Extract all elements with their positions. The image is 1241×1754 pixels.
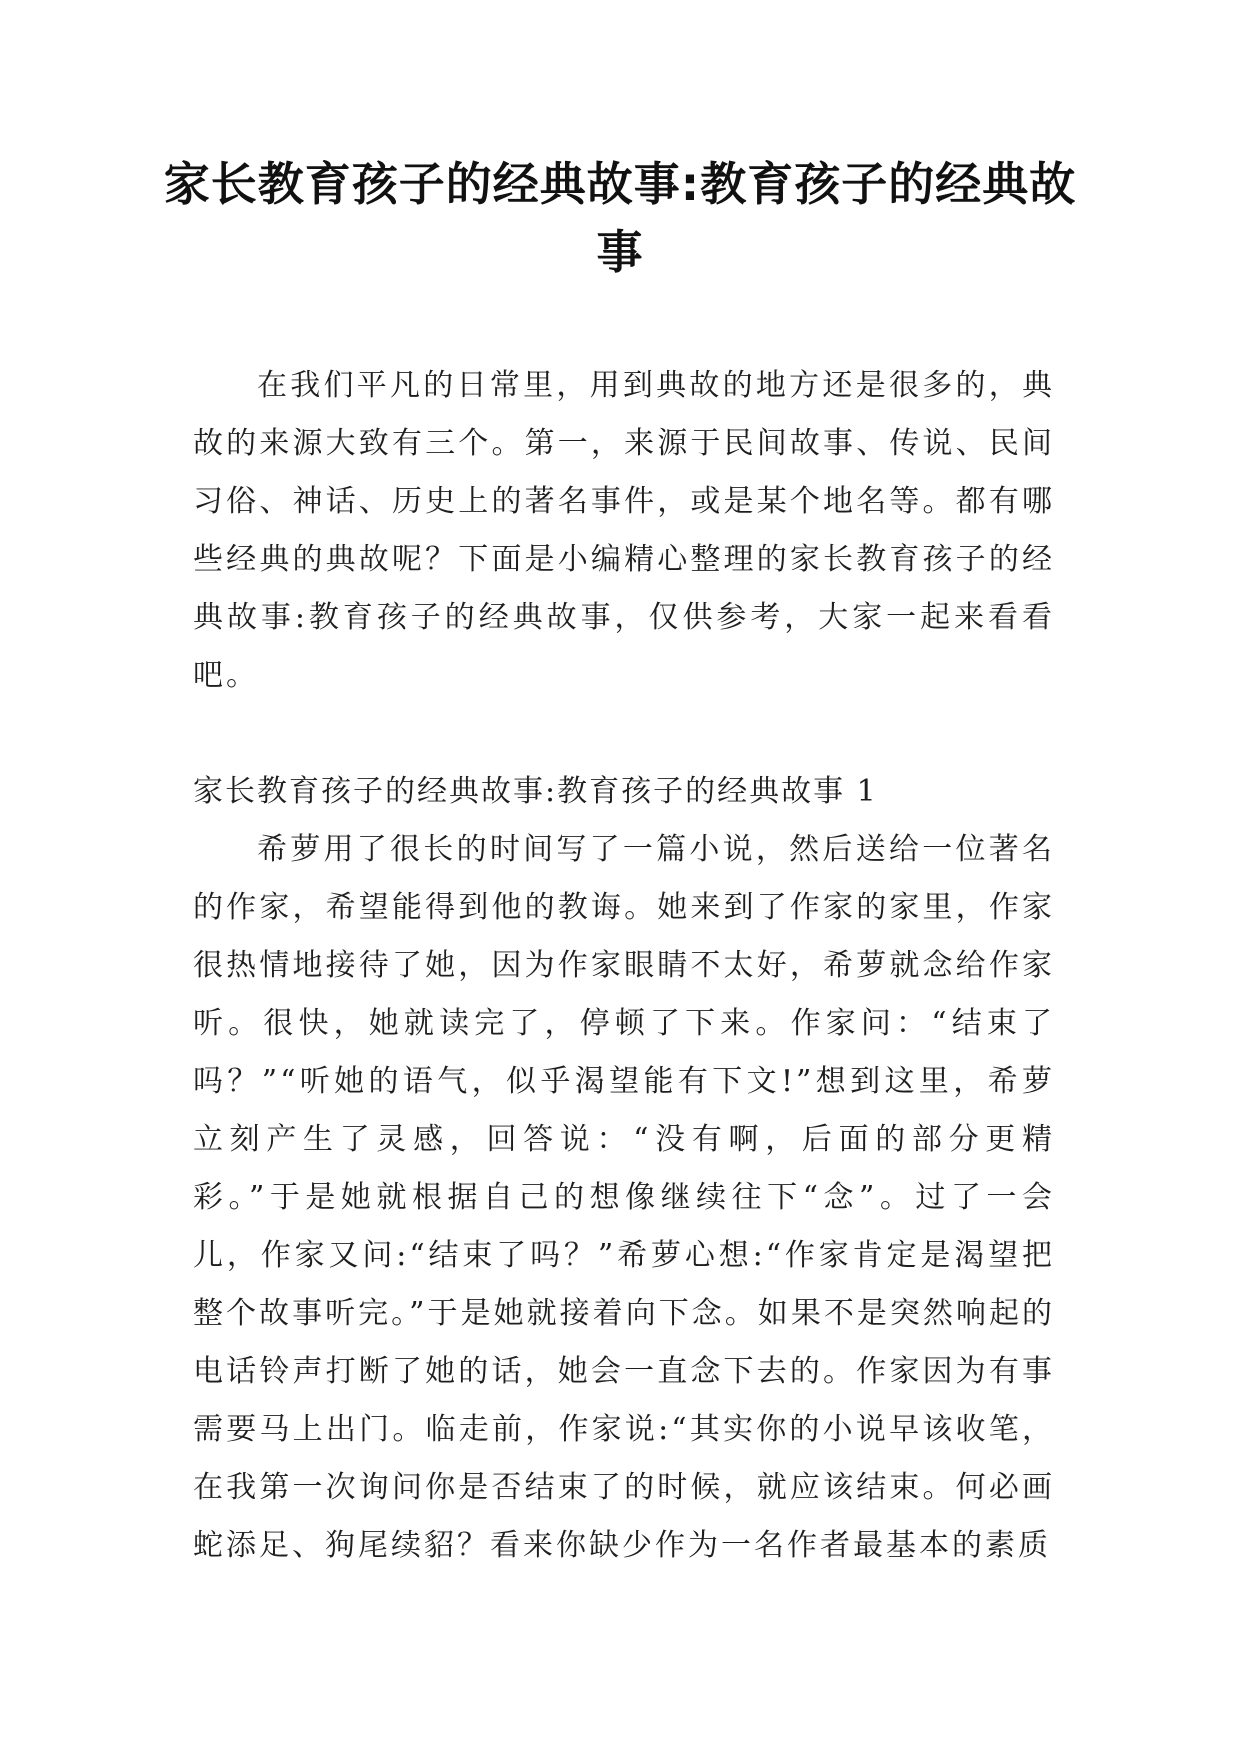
story-paragraph: 希萝用了很长的时间写了一篇小说，然后送给一位著名的作家，希望能得到他的教诲。她来到了作家的家里，作家很热情地接待了她，因为作家眼睛不太好，希萝就念给作家听。很快，她就读完了，停顿了下来。作家问：“结束了吗？”“听她的语气，似乎渴望能有下文!”想到这里，希萝立刻产生了灵感，回答说：“没有啊，后面的部分更精彩。”于是她就根据自己的想像继续往下“念”。过了一会儿，作家又问:“结束了吗？”希萝心想:“作家肯定是渴望把整个故事听完。”于是她就接着向下念。如果不是突然响起的电话铃声打断了她的话，她会一直念下去的。作家因为有事需要马上出门。临走前，作家说:“其实你的小说早该收笔，在我第一次询问你是否结束了的时候，就应该结束。何必画蛇添足、狗尾续貂？看来你缺少作为一名作者最基本的素质 <box>193 832 1055 1563</box>
document-title: 家长教育孩子的经典故事:教育孩子的经典故事 <box>163 157 1077 279</box>
section-heading: 家长教育孩子的经典故事:教育孩子的经典故事 1 <box>193 774 878 809</box>
intro-paragraph: 在我们平凡的日常里，用到典故的地方还是很多的，典故的来源大致有三个。第一，来源于民间故事、传说、民间习俗、神话、历史上的著名事件，或是某个地名等。都有哪些经典的典故呢？下面是小编精心整理的家长教育孩子的经典故事:教育孩子的经典故事，仅供参考，大家一起来看看吧。 <box>193 368 1055 693</box>
